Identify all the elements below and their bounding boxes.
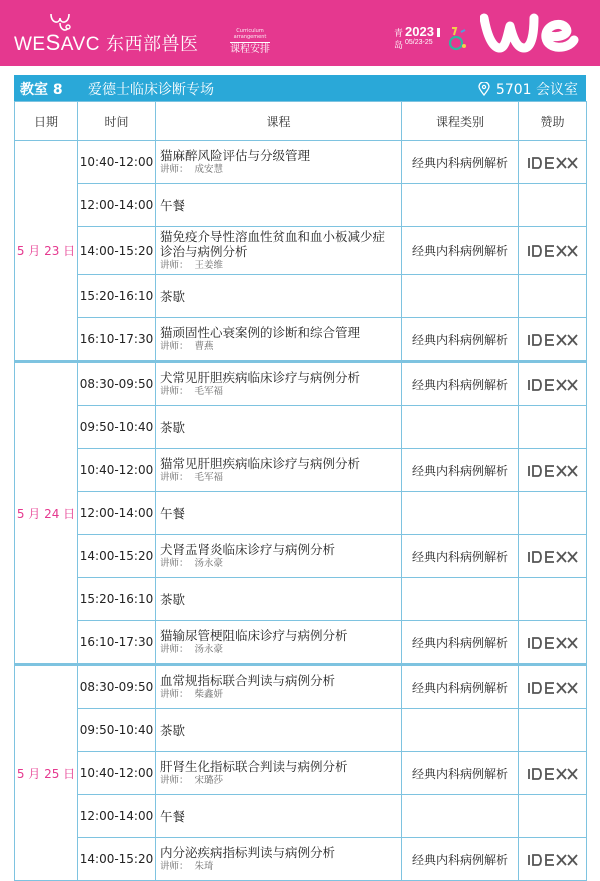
lecturer-line [160, 341, 397, 353]
category-cell: 经典内科病例解析 [402, 141, 519, 184]
category-cell [402, 275, 519, 318]
table-row [15, 578, 587, 621]
lecturer-line [160, 386, 397, 398]
sponsor-cell [519, 838, 587, 881]
schedule-badge-en: Curriculum arrangement [233, 28, 267, 40]
idexx-logo [527, 551, 579, 563]
course-title: 猫免疫介导性溶血性贫血和血小板减少症诊治与病例分析 [160, 229, 386, 259]
sponsor-cell [519, 141, 587, 184]
course-title: 血常规指标联合判读与病例分析 [160, 673, 336, 688]
header-time: 时间 [78, 102, 156, 141]
table-row [15, 184, 587, 227]
category-cell [402, 492, 519, 535]
time-cell: 12:00-14:00 [78, 184, 156, 227]
course-cell [156, 227, 402, 275]
header-sponsor: 赞助 [519, 102, 587, 141]
logo-prefix: WE [14, 34, 46, 55]
sponsor-cell [519, 665, 587, 709]
category-cell [402, 578, 519, 621]
table-row [15, 406, 587, 449]
category-cell: 经典内科病例解析 [402, 535, 519, 578]
category-cell [402, 406, 519, 449]
time-cell: 12:00-14:00 [78, 795, 156, 838]
lecturer-name: 毛军福 [194, 472, 224, 483]
lecturer-name: 朱琦 [194, 861, 214, 872]
sponsor-cell [519, 275, 587, 318]
table-row [15, 709, 587, 752]
idexx-logo [527, 854, 579, 866]
sponsor-cell [519, 621, 587, 665]
anniversary-emblem-icon [446, 26, 470, 52]
date-cell: 5 月 24 日 [15, 362, 78, 665]
time-cell: 09:50-10:40 [78, 709, 156, 752]
course-cell [156, 318, 402, 362]
time-cell: 10:40-12:00 [78, 449, 156, 492]
schedule-badge [230, 28, 270, 55]
idexx-logo [527, 157, 579, 169]
time-cell: 15:20-16:10 [78, 275, 156, 318]
lecturer-name: 汤永豪 [194, 644, 224, 655]
logo-chinese: 东西部兽医 [105, 34, 199, 55]
course-title: 猫麻醉风险评估与分级管理 [160, 148, 311, 163]
sponsor-cell [519, 492, 587, 535]
table-row [15, 665, 587, 709]
event-city-bottom: 岛 [394, 41, 404, 51]
course-title: 猫常见肝胆疾病临床诊疗与病例分析 [160, 456, 361, 471]
table-row [15, 449, 587, 492]
course-cell [156, 752, 402, 795]
course-cell [156, 709, 402, 752]
category-cell [402, 795, 519, 838]
sponsor-cell [519, 318, 587, 362]
lecturer-name: 毛军福 [194, 386, 224, 397]
sponsor-cell [519, 535, 587, 578]
time-cell: 16:10-17:30 [78, 318, 156, 362]
break-label: 午餐 [160, 809, 186, 824]
table-row [15, 838, 587, 881]
course-cell [156, 578, 402, 621]
break-label: 茶歇 [160, 723, 186, 738]
sponsor-cell [519, 752, 587, 795]
idexx-logo [527, 379, 579, 391]
time-cell: 10:40-12:00 [78, 141, 156, 184]
course-cell [156, 795, 402, 838]
time-cell: 14:00-15:20 [78, 227, 156, 275]
course-cell [156, 362, 402, 406]
room-title-bar [14, 75, 586, 101]
header-category: 课程类别 [402, 102, 519, 141]
time-cell: 08:30-09:50 [78, 362, 156, 406]
sponsor-cell [519, 449, 587, 492]
idexx-logo [527, 465, 579, 477]
lecturer-prefix: 讲师： [160, 164, 189, 175]
idexx-logo [527, 334, 579, 346]
sponsor-cell [519, 362, 587, 406]
time-cell: 14:00-15:20 [78, 838, 156, 881]
time-cell: 16:10-17:30 [78, 621, 156, 665]
date-cell: 5 月 25 日 [15, 665, 78, 881]
course-title: 猫顽固性心衰案例的诊断和综合管理 [160, 325, 361, 340]
header-date: 日期 [15, 102, 78, 141]
course-title: 犬肾盂肾炎临床诊疗与病例分析 [160, 542, 336, 557]
break-label: 午餐 [160, 198, 186, 213]
break-label: 茶歇 [160, 592, 186, 607]
category-cell: 经典内科病例解析 [402, 318, 519, 362]
category-cell: 经典内科病例解析 [402, 227, 519, 275]
time-cell: 14:00-15:20 [78, 535, 156, 578]
lecturer-prefix: 讲师： [160, 644, 189, 655]
course-cell [156, 665, 402, 709]
course-title: 猫输尿管梗阻临床诊疗与病例分析 [160, 628, 348, 643]
we-brand-logo [480, 10, 580, 56]
course-cell [156, 621, 402, 665]
break-label: 茶歇 [160, 420, 186, 435]
lecturer-prefix: 讲师： [160, 861, 189, 872]
page-header [0, 0, 600, 66]
sponsor-cell [519, 406, 587, 449]
table-row [15, 535, 587, 578]
course-cell [156, 838, 402, 881]
idexx-logo [527, 768, 579, 780]
table-row [15, 141, 587, 184]
location-pin-icon [478, 82, 490, 96]
lecturer-line [160, 260, 397, 272]
venue-location [478, 79, 578, 99]
room-number: 教室 8 [20, 82, 63, 98]
category-cell: 经典内科病例解析 [402, 362, 519, 406]
course-cell [156, 184, 402, 227]
time-cell: 12:00-14:00 [78, 492, 156, 535]
lecturer-prefix: 讲师： [160, 689, 189, 700]
sponsor-cell [519, 709, 587, 752]
schedule-body [15, 141, 587, 881]
schedule-badge-zh: 课程安排 [230, 44, 270, 55]
idexx-logo [527, 637, 579, 649]
table-row [15, 492, 587, 535]
lecturer-prefix: 讲师： [160, 775, 189, 786]
track-name: 爱德士临床诊断专场 [88, 82, 214, 98]
table-row [15, 227, 587, 275]
course-title: 肝肾生化指标联合判读与病例分析 [160, 759, 348, 774]
category-cell [402, 709, 519, 752]
break-label: 茶歇 [160, 289, 186, 304]
course-cell [156, 492, 402, 535]
course-cell [156, 535, 402, 578]
lecturer-name: 成安慧 [194, 164, 224, 175]
event-dates: 05/23-25 [405, 39, 433, 46]
sponsor-cell [519, 578, 587, 621]
break-label: 午餐 [160, 506, 186, 521]
course-cell [156, 275, 402, 318]
category-cell: 经典内科病例解析 [402, 838, 519, 881]
table-row [15, 752, 587, 795]
lecturer-line [160, 775, 397, 787]
lecturer-prefix: 讲师： [160, 260, 189, 271]
course-title: 犬常见肝胆疾病临床诊疗与病例分析 [160, 370, 361, 385]
category-cell: 经典内科病例解析 [402, 752, 519, 795]
lecturer-line [160, 689, 397, 701]
table-row [15, 275, 587, 318]
lecturer-name: 宋璐莎 [194, 775, 224, 786]
lecturer-line [160, 861, 397, 873]
lecturer-name: 汤永豪 [194, 558, 224, 569]
wesavc-logo: WESAVC 东西部兽医 [14, 30, 199, 55]
event-bar [437, 28, 440, 37]
lecturer-prefix: 讲师： [160, 558, 189, 569]
table-row [15, 795, 587, 838]
lecturer-line [160, 558, 397, 570]
lecturer-line [160, 164, 397, 176]
course-cell [156, 449, 402, 492]
logo-suffix: AVC [60, 34, 100, 55]
table-row [15, 621, 587, 665]
course-cell [156, 406, 402, 449]
idexx-logo [527, 682, 579, 694]
category-cell [402, 184, 519, 227]
lecturer-prefix: 讲师： [160, 472, 189, 483]
category-cell: 经典内科病例解析 [402, 449, 519, 492]
header-course: 课程 [156, 102, 402, 141]
date-cell: 5 月 23 日 [15, 141, 78, 362]
course-cell [156, 141, 402, 184]
idexx-logo [527, 245, 579, 257]
event-city-top: 青 [394, 29, 404, 39]
lecturer-name: 曹燕 [194, 341, 214, 352]
lecturer-prefix: 讲师： [160, 341, 189, 352]
category-cell: 经典内科病例解析 [402, 665, 519, 709]
event-info [394, 26, 450, 50]
lecturer-name: 王姜维 [194, 260, 224, 271]
table-header-row [15, 102, 587, 141]
venue-name: 5701 会议室 [495, 82, 578, 98]
schedule-table [14, 101, 587, 881]
sponsor-cell [519, 227, 587, 275]
lecturer-line [160, 472, 397, 484]
course-title: 内分泌疾病指标判读与病例分析 [160, 845, 336, 860]
time-cell: 10:40-12:00 [78, 752, 156, 795]
category-cell: 经典内科病例解析 [402, 621, 519, 665]
sponsor-cell [519, 795, 587, 838]
event-year: 2023 [405, 24, 434, 39]
time-cell: 08:30-09:50 [78, 665, 156, 709]
sponsor-cell [519, 184, 587, 227]
table-row [15, 362, 587, 406]
lecturer-prefix: 讲师： [160, 386, 189, 397]
time-cell: 09:50-10:40 [78, 406, 156, 449]
lecturer-line [160, 644, 397, 656]
lecturer-name: 柴鑫妍 [194, 689, 224, 700]
time-cell: 15:20-16:10 [78, 578, 156, 621]
table-row [15, 318, 587, 362]
